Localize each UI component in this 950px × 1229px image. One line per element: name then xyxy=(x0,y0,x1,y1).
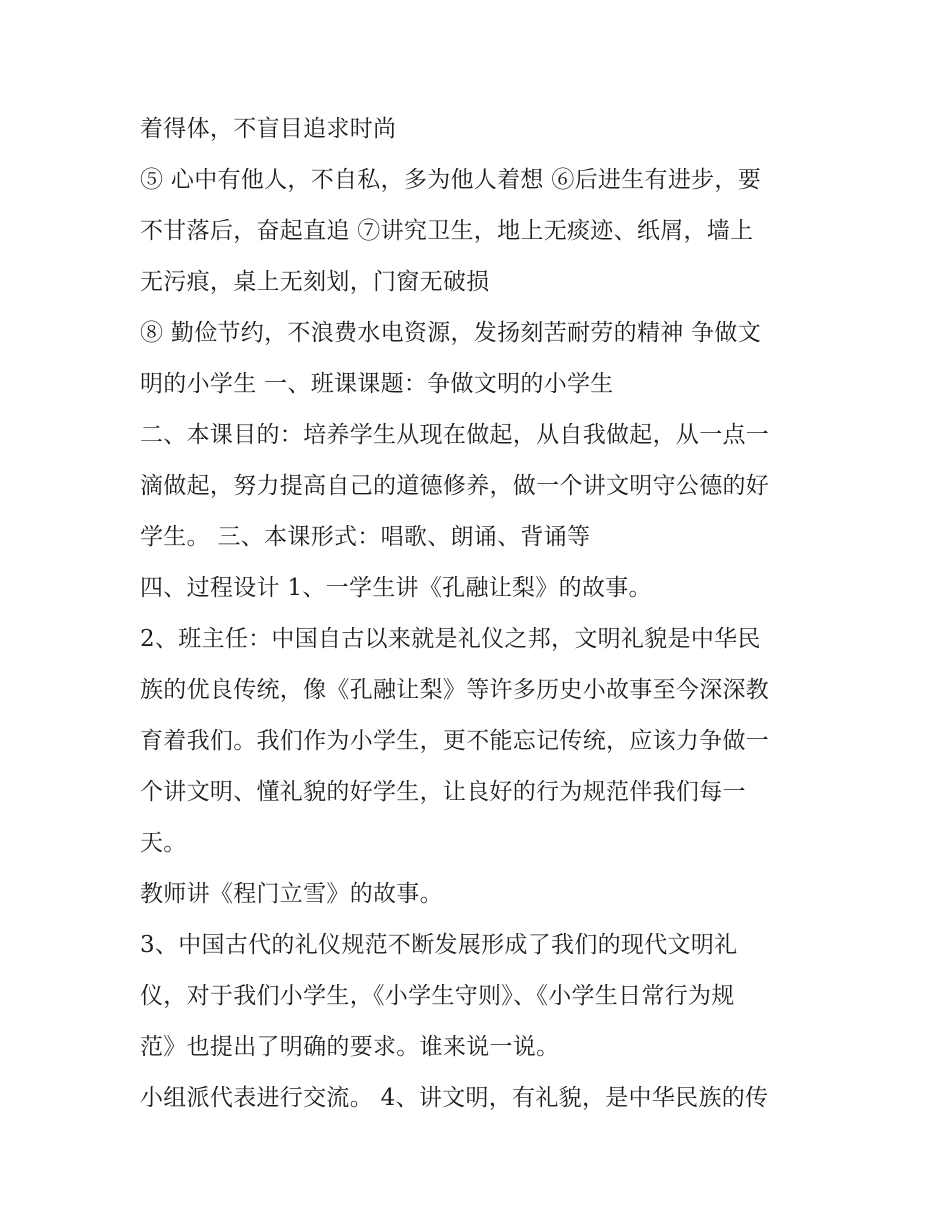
text-line: 二、本课目的：培养学生从现在做起，从自我做起，从一点一 xyxy=(140,422,770,448)
text-line: ⑧ 勤俭节约，不浪费水电资源，发扬刻苦耐劳的精神 争做文 xyxy=(140,320,762,346)
text-line: 四、过程设计 1、一学生讲《孔融让梨》的故事。 xyxy=(140,575,652,601)
text-line: 育着我们。我们作为小学生，更不能忘记传统，应该力争做一 xyxy=(140,728,770,754)
text-line: 滴做起，努力提高自己的道德修养，做一个讲文明守公德的好 xyxy=(140,473,770,499)
text-line: 不甘落后，奋起直追 ⑦讲究卫生，地上无痰迹、纸屑，墙上 xyxy=(140,218,754,244)
text-line: 天。 xyxy=(140,830,187,856)
text-line: 范》也提出了明确的要求。谁来说一说。 xyxy=(140,1034,560,1060)
text-line: 3、中国古代的礼仪规范不断发展形成了我们的现代文明礼 xyxy=(140,932,738,958)
text-line: 学生。 三、本课形式：唱歌、朗诵、背诵等 xyxy=(140,524,591,550)
text-line: 小组派代表进行交流。 4、讲文明，有礼貌，是中华民族的传 xyxy=(140,1085,769,1111)
text-line: 明的小学生 一、班课课题：争做文明的小学生 xyxy=(140,371,614,397)
text-line: 着得体，不盲目追求时尚 xyxy=(140,116,397,142)
text-line: 无污痕，桌上无刻划，门窗无破损 xyxy=(140,269,490,295)
text-line: ⑤ 心中有他人，不自私，多为他人着想 ⑥后进生有进步，要 xyxy=(140,167,762,193)
text-line: 2、班主任：中国自古以来就是礼仪之邦，文明礼貌是中华民 xyxy=(140,626,761,652)
text-line: 教师讲《程门立雪》的故事。 xyxy=(140,881,443,907)
text-line: 个讲文明、懂礼貌的好学生，让良好的行为规范伴我们每一 xyxy=(140,779,746,805)
text-line: 族的优良传统，像《孔融让梨》等许多历史小故事至今深深教 xyxy=(140,677,770,703)
text-line: 仪，对于我们小学生，《小学生守则》、《小学生日常行为规 xyxy=(140,983,735,1009)
